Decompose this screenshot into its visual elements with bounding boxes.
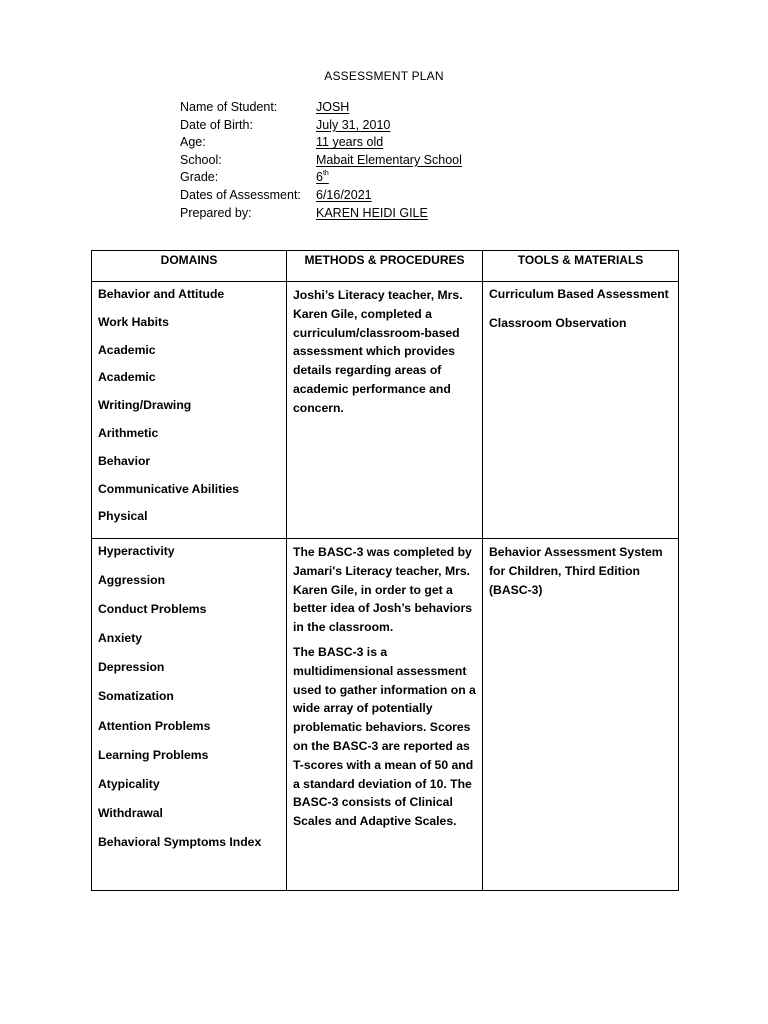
domain-item: Behavior and Attitude xyxy=(98,287,225,301)
tools-cell xyxy=(483,539,679,891)
methods-cell xyxy=(287,282,483,539)
age-value: 11 years old xyxy=(316,135,384,150)
domain-item: Anxiety xyxy=(98,631,143,646)
info-row-school xyxy=(180,152,462,170)
student-info xyxy=(180,99,462,222)
info-label: School: xyxy=(180,152,222,167)
header-methods: METHODS & PROCEDURES xyxy=(287,251,483,282)
domain-item: Somatization xyxy=(98,689,174,704)
header-tools: TOOLS & MATERIALS xyxy=(483,251,679,282)
info-row-dob xyxy=(180,117,462,135)
info-label: Age: xyxy=(180,135,206,150)
methods-paragraph: Joshi’s Literacy teacher, Mrs. Karen Gile, completed a curriculum/classroom-based assessment which provides details regarding areas of academic performance and concern. xyxy=(293,288,463,415)
domain-item: Withdrawal xyxy=(98,805,163,820)
assessment-date-value: 6/16/2021 xyxy=(316,187,372,202)
grade-suffix: th xyxy=(322,170,329,178)
domain-item: Academic xyxy=(98,370,156,385)
domains-cell xyxy=(92,539,287,891)
tool-item: Behavior Assessment System for Children, Third Edition (BASC-3) xyxy=(489,545,663,597)
assessment-table xyxy=(91,250,679,891)
methods-paragraph: The BASC-3 is a multidimensional assessment used to gather information on a wide array of potentially problematic behaviors. Scores on the BASC-3 are reported as T-scores with a mean of 50 and a standard deviation of 10. The BASC-3 consists of Clinical Scales and Adaptive Scales. xyxy=(293,644,476,829)
info-label: Prepared by: xyxy=(180,205,252,220)
domain-item: Learning Problems xyxy=(98,747,209,762)
tool-item: Curriculum Based Assessment xyxy=(489,287,669,301)
domain-item: Depression xyxy=(98,660,165,675)
domain-item: Attention Problems xyxy=(98,718,211,733)
domain-item: Physical xyxy=(98,509,148,524)
domain-list xyxy=(98,543,280,863)
grade-value xyxy=(316,169,329,187)
header-domains: DOMAINS xyxy=(92,251,287,282)
table-header-row xyxy=(92,251,679,282)
table-row xyxy=(92,282,679,539)
domain-item: Behavioral Symptoms Index xyxy=(98,834,262,849)
school-value: Mabait Elementary School xyxy=(316,152,462,167)
domain-item: Writing/Drawing xyxy=(98,398,192,413)
date-of-birth-value: July 31, 2010 xyxy=(316,117,391,132)
student-name-value: JOSH xyxy=(316,100,350,114)
info-row-age xyxy=(180,134,462,152)
info-label: Name of Student: xyxy=(180,100,278,114)
domain-item: Atypicality xyxy=(98,776,160,791)
tool-item: Classroom Observation xyxy=(489,316,627,330)
domains-cell xyxy=(92,282,287,539)
domain-item: Behavior xyxy=(98,453,151,468)
methods-cell xyxy=(287,539,483,891)
info-row-dates xyxy=(180,187,462,205)
domain-item: Communicative Abilities xyxy=(98,481,240,496)
domain-item: Aggression xyxy=(98,573,166,588)
grade-number: 6 xyxy=(316,170,323,185)
domain-list xyxy=(98,286,280,536)
domain-item: Conduct Problems xyxy=(98,602,207,617)
table-row xyxy=(92,539,679,891)
prepared-by-value: KAREN HEIDI GILE xyxy=(316,205,428,220)
info-label: Grade: xyxy=(180,170,219,185)
info-row-name xyxy=(180,99,462,117)
domain-item: Academic xyxy=(98,342,156,357)
tools-cell xyxy=(483,282,679,539)
page-title: ASSESSMENT PLAN xyxy=(324,69,444,83)
info-row-grade xyxy=(180,169,462,187)
domain-item: Hyperactivity xyxy=(98,544,175,558)
methods-paragraph: The BASC-3 was completed by Jamari's Literacy teacher, Mrs. Karen Gile, in order to get a better idea of Josh’s behaviors in the classroom. xyxy=(293,545,473,635)
info-label: Date of Birth: xyxy=(180,117,253,132)
domain-item: Arithmetic xyxy=(98,425,159,440)
info-label: Dates of Assessment: xyxy=(180,187,301,202)
info-row-prepared xyxy=(180,205,462,223)
domain-item: Work Habits xyxy=(98,314,169,329)
